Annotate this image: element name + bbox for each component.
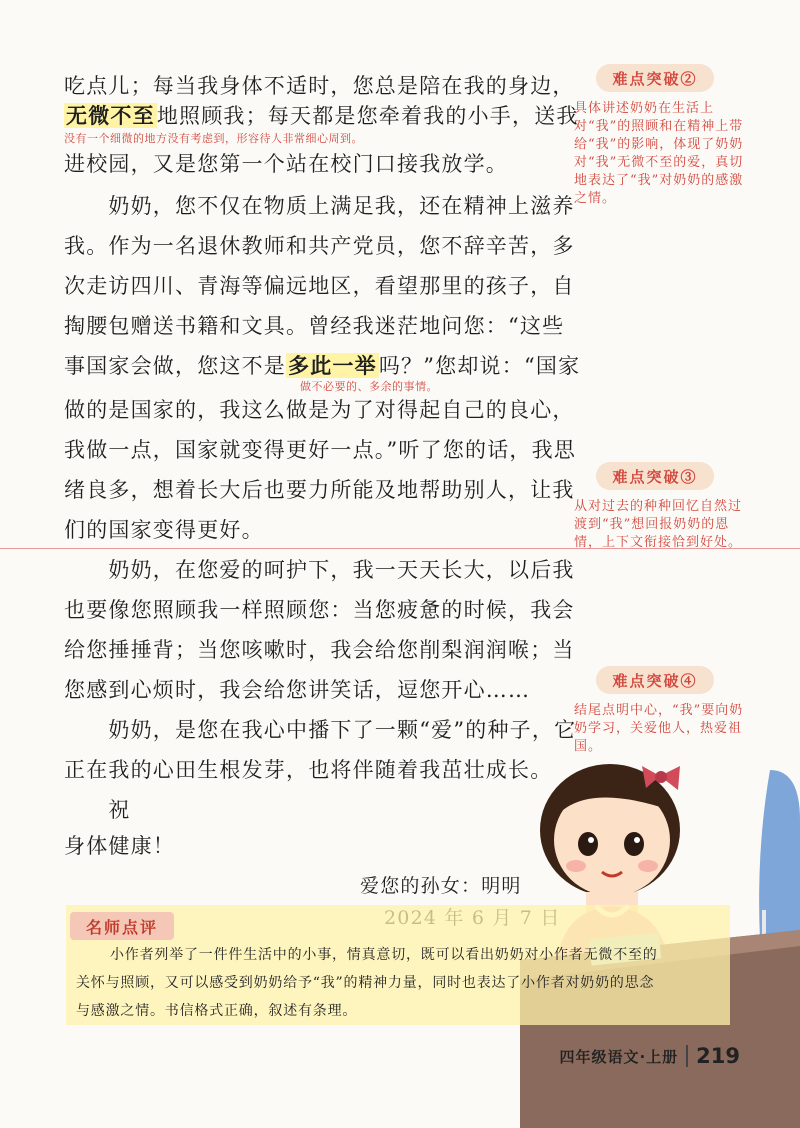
body-line-2 <box>64 102 579 130</box>
review-line-2: 关怀与照顾，又可以感受到奶奶给予“我”的精神力量，同时也表达了小作者对奶奶的思念 <box>76 975 655 991</box>
side-note-text-3: 从对过去的种种回忆自然过渡到“我”想回报奶奶的恩情，上下文衔接恰到好处。 <box>574 499 743 550</box>
side-note-title-4: 难点突破④ <box>596 666 714 694</box>
left-eye-shine <box>588 837 594 843</box>
body-line-10: 我做一点，国家就变得更好一点。”听了您的话，我思 <box>64 438 577 462</box>
right-eye <box>624 832 644 856</box>
teacher-review-title: 名师点评 <box>70 912 174 940</box>
side-note-text-4: 结尾点明中心，“我”要向奶奶学习，关爱他人，热爱祖国。 <box>574 703 744 754</box>
body-line-5: 我。作为一名退休教师和共产党员，您不辞辛苦，多 <box>64 234 575 258</box>
left-eye <box>578 832 598 856</box>
body-line-14: 也要像您照顾我一样照顾您：当您疲惫的时候，我会 <box>64 598 575 622</box>
body-line-12: 们的国家变得更好。 <box>64 518 264 542</box>
body-line-16: 您感到心烦时，我会给您讲笑话，逗您开心…… <box>64 678 531 702</box>
body-line-4: 奶奶，您不仅在物质上满足我，还在精神上滋养 <box>64 194 575 218</box>
review-line-1: 小作者列举了一件件生活中的小事，情真意切，既可以看出奶奶对小作者无微不至的 <box>110 947 658 963</box>
signature: 爱您的孙女：明明 <box>360 875 522 897</box>
side-note-title-3: 难点突破③ <box>596 462 714 490</box>
book-title: 四年级语文·上册 <box>559 1047 679 1066</box>
body-line-9: 做的是国家的，我这么做是为了对得起自己的良心， <box>64 398 575 422</box>
body-line-17: 奶奶，是您在我心中播下了一颗“爱”的种子，它 <box>64 718 577 742</box>
page-number: 219 <box>696 1044 740 1068</box>
body-line-8-b: 吗？”您却说：“国家 <box>378 354 581 378</box>
gloss-1: 没有一个细微的地方没有考虑到，形容待人非常细心周到。 <box>64 132 363 145</box>
body-line-1: 吃点儿；每当我身体不适时，您总是陪在我的身边， <box>64 74 575 98</box>
right-cheek <box>638 860 658 872</box>
body-line-3: 进校园，又是您第一个站在校门口接我放学。 <box>64 152 508 176</box>
page-footer <box>559 1044 740 1068</box>
body-line-11: 绪良多，想着长大后也要力所能及地帮助别人，让我 <box>64 478 575 502</box>
body-line-18: 正在我的心田生根发芽，也将伴随着我茁壮成长。 <box>64 758 553 782</box>
footer-separator <box>686 1045 688 1067</box>
gloss-2: 做不必要的、多余的事情。 <box>300 380 438 393</box>
side-note-text-2: 具体讲述奶奶在生活上对“我”的照顾和在精神上带给“我”的影响，体现了奶奶对“我”无微不至的爱，真切地表达了“我”对奶奶的感激之情。 <box>574 101 744 206</box>
salutation-health: 身体健康！ <box>64 834 175 858</box>
body-line-15: 给您捶捶背；当您咳嗽时，我会给您削梨润润喉；当 <box>64 638 575 662</box>
body-line-8-a: 事国家会做，您这不是 <box>64 354 286 378</box>
left-cheek <box>566 860 586 872</box>
salutation-wish: 祝 <box>64 798 131 822</box>
body-line-13: 奶奶，在您爱的呵护下，我一天天长大，以后我 <box>64 558 575 582</box>
body-line-6: 次走访四川、青海等偏远地区，看望那里的孩子，自 <box>64 274 575 298</box>
review-line-3: 与感激之情。书信格式正确，叙述有条理。 <box>76 1003 358 1019</box>
body-line-8 <box>64 352 580 380</box>
side-note-title-2: 难点突破② <box>596 64 714 92</box>
right-eye-shine <box>634 837 640 843</box>
body-line-2-text: 地照顾我；每天都是您牵着我的小手，送我 <box>156 104 579 128</box>
hair-bow-knot <box>655 771 667 783</box>
highlight-term-2: 多此一举 <box>288 353 377 378</box>
body-line-7: 掏腰包赠送书籍和文具。曾经我迷茫地问您：“这些 <box>64 314 565 338</box>
highlight-term-1: 无微不至 <box>66 103 155 128</box>
